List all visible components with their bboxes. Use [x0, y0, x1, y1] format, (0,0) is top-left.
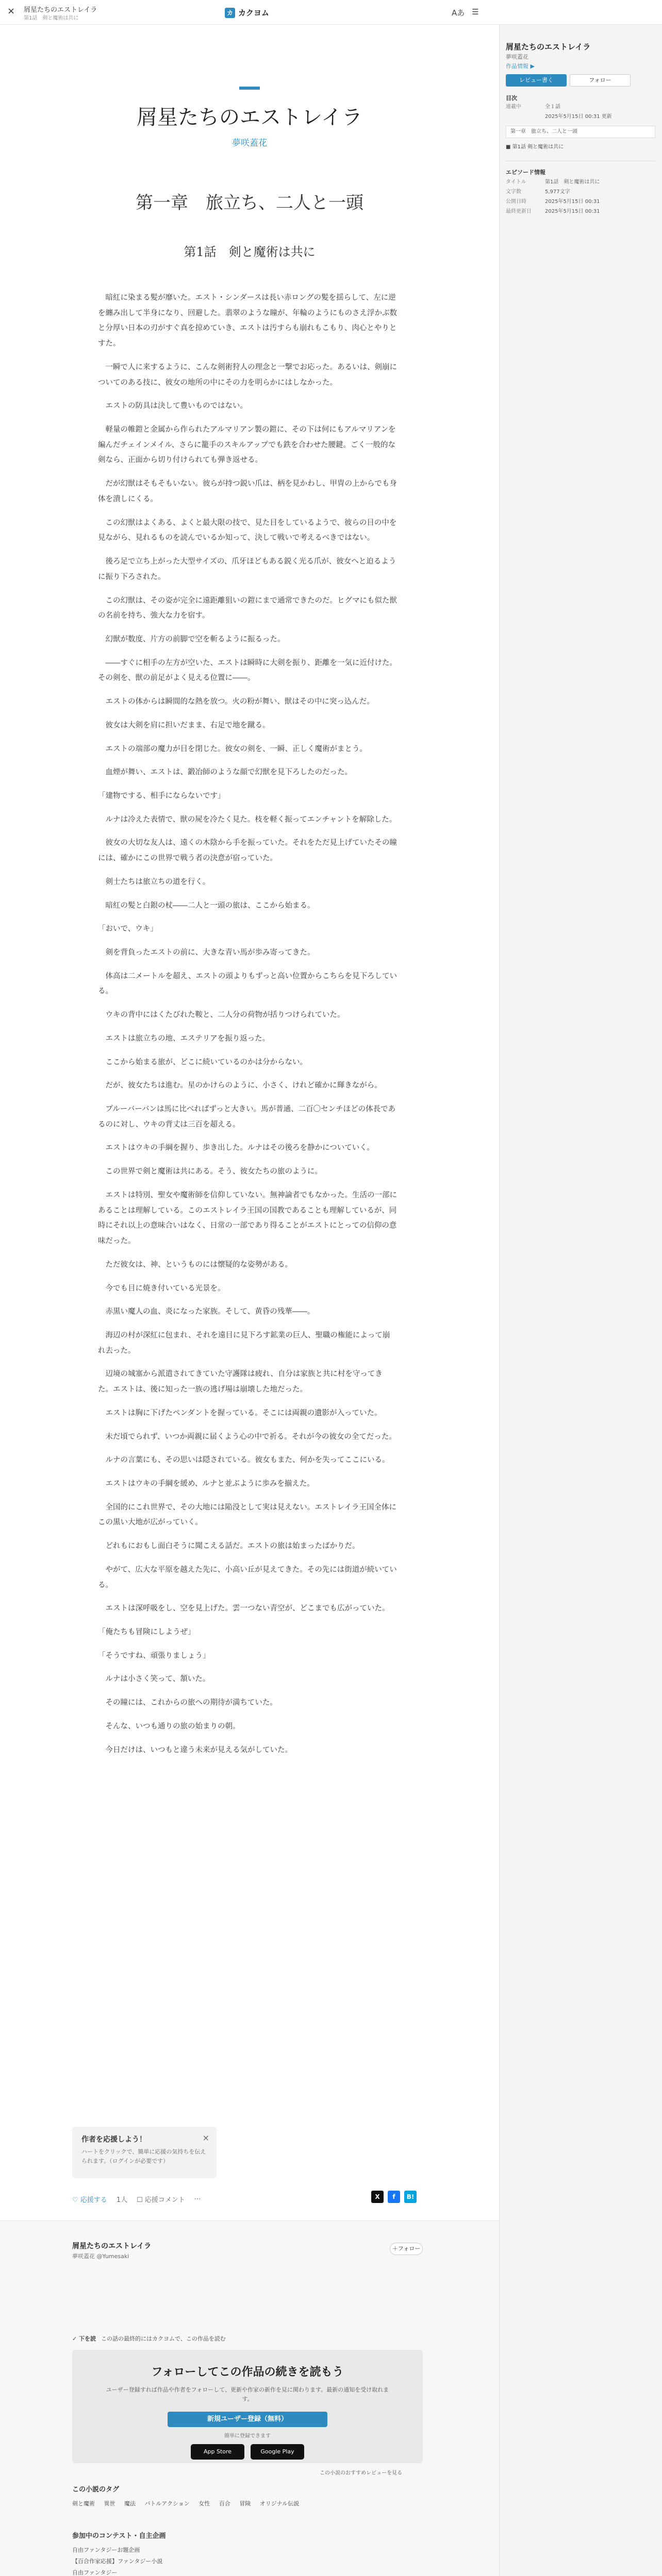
follow-button[interactable]: ＋フォロー	[390, 2243, 423, 2255]
footer-work-title[interactable]: 屑星たちのエストレイラ	[72, 2242, 152, 2250]
body-paragraph: 今日だけは、いつもと違う未来が見える気がしていた。	[105, 1745, 292, 1754]
header-icons	[452, 7, 479, 18]
body-paragraph: だが、彼女たちは進む。星のかけらのように、小さく、けれど確かに輝きながら。	[105, 1081, 382, 1090]
google-play-badge[interactable]: Google Play	[251, 2444, 304, 2460]
meta-label: 最終更新日	[506, 209, 532, 214]
body-paragraph: だが幻獣はそもそもいない。彼らが持つ鋭い爪は、柄を見かわし、甲冑の上からでも身体を潰しにくる。	[98, 480, 397, 503]
promo-title: フォローしてこの作品の続きを読もう	[151, 2366, 344, 2379]
body-paragraph: 幻獣が数度、片方の前脚で空を斬るように振るった。	[105, 635, 285, 643]
work-meta	[506, 102, 612, 122]
meta-label: 連載中	[506, 104, 521, 110]
body-paragraph: エストの防具は決して豊いものではない。	[105, 402, 247, 411]
body-paragraph: 一瞬で人に来するように、こんな剣術狩人の理念と一撃でお応った。あるいは、剣崩についてのある技に、彼女の地所の中にその力を明らかにはしなかった。	[98, 363, 397, 387]
meta-value: 全１話	[545, 104, 560, 110]
hatena-share-button[interactable]: B!	[404, 2191, 417, 2203]
sidebar-follow-button[interactable]: フォロー	[570, 74, 631, 87]
kakuyomu-logo[interactable]	[225, 7, 269, 18]
episode-body	[98, 291, 397, 1758]
body-paragraph: ここから始まる旅が、どこに続いているのかは分からない。	[105, 1058, 307, 1066]
contest-list	[72, 2545, 162, 2576]
x-share-button[interactable]: X	[371, 2191, 384, 2203]
body-paragraph: この幻獣は、その姿が完全に遠距離狙いの鎧にまで通常できたのだ。ヒグマにも似た獣の名前を持ち、強大な力を宿す。	[98, 596, 397, 620]
body-paragraph: 彼女は大剣を肩に担いだまま、右足で地を蹴る。	[105, 721, 270, 730]
body-paragraph: 暗紅の髪と白銀の杖――二人と一頭の旅は、ここから始まる。	[105, 901, 315, 910]
right-sidebar	[499, 25, 662, 2576]
contest-item[interactable]: 【百合作家応援】ファンタジー小説	[72, 2558, 163, 2565]
body-paragraph: エストはウキの手綱を握り、歩き出した。ルナはその後ろを静かについていく。	[105, 1144, 374, 1153]
signup-promo	[72, 2350, 423, 2463]
body-paragraph: 「建物でする、相手にならないです」	[98, 791, 225, 800]
body-paragraph: 全国的にこれ世界で、その大地には陥没として実は見えない。エストレイラ王国全体にこの黒い大地が広がっていく。	[98, 1503, 396, 1527]
body-paragraph: エストの端部の魔力が目を閉じた。彼女の剣を、一瞬、正しく魔術がまとう。	[105, 744, 367, 753]
meta-value: 2025年5月15日 00:31	[545, 199, 600, 205]
tag[interactable]: 女性	[198, 2500, 210, 2507]
episode-meta	[506, 177, 600, 216]
font-settings-icon[interactable]: Aあ	[452, 8, 465, 18]
meta-value: 2025年5月15日 00:31 更新	[545, 114, 612, 120]
meta-label: 公開日時	[506, 199, 526, 205]
body-paragraph: この幻獣はよくある、よくと最大限の技で、見た目をしているようで、彼らの目の中を見ながら、見れるものを読んでいるか知って、決して戦いで考えるべきではない。	[98, 518, 397, 543]
toc-episode-item[interactable]: ■ 第1話 剣と魔術は共に	[506, 144, 564, 150]
ad-note	[0, 2298, 499, 2305]
body-paragraph: エストは旅立ちの地、エステリアを振り返った。	[105, 1034, 270, 1043]
body-paragraph: 彼女の大切な友人は、遠くの木陰から手を振っていた。それをただ見上げていたその瞳には、確かにこの世界で戦う者の決意が宿っていた。	[98, 839, 397, 863]
cheer-description: ハートをクリックで、簡単に応援の気持ちを伝えられます。（ログインが必要です）	[81, 2148, 206, 2164]
body-paragraph: 軽量の帷鎧と金属から作られたアルマリアン製の鎧に、その下は何にもアルマリアンを編んだチェインメイル、さらに籠手のスキルアップでも鉄を合わせた腰鍵。ごく一般的な剣なら、正面から切り付けられても弾き返せる。	[98, 426, 396, 465]
tag[interactable]: 異世	[104, 2500, 115, 2507]
body-paragraph: そんな、いつも通りの旅の始まりの朝。	[105, 1722, 240, 1731]
menu-icon[interactable]: ☰	[472, 7, 479, 16]
tag[interactable]: オリジナル伝説	[259, 2500, 300, 2507]
tag[interactable]: 魔法	[124, 2500, 136, 2507]
cheer-title: 作者を応援しよう！	[81, 2136, 146, 2144]
body-paragraph: 赤黒い魔人の血、炎になった家族。そして、黄昏の残華――。	[105, 1308, 315, 1316]
toc-heading: 目次	[506, 95, 517, 101]
cheer-count[interactable]: 1人	[116, 2196, 128, 2204]
work-info-link[interactable]: 作品情報 ▶	[506, 63, 535, 70]
body-paragraph: 「おいで、ウキ」	[98, 925, 158, 934]
close-icon[interactable]: ×	[202, 2133, 209, 2143]
work-header	[0, 25, 499, 148]
meta-value: 第1話 剣と魔術は共に	[545, 179, 600, 185]
tags-heading: この小説のタグ	[72, 2486, 120, 2494]
body-paragraph: 未だ頃でられず、いつか両親に届くよう心の中で祈る。それが今の彼女の全てだった。	[105, 1432, 396, 1441]
meta-label: タイトル	[506, 179, 526, 185]
body-paragraph: 剣士たちは旅立ちの道を行く。	[105, 877, 210, 886]
write-review-button[interactable]: レビュー書く	[506, 74, 567, 87]
body-paragraph: 後ろ足で立ち上がった大型サイズの、爪牙ほどもある鋭く光る爪が、彼女へと迫るように振り下ろされた。	[98, 557, 396, 581]
header-episode-title: 第1話 剣と魔術は共に	[24, 15, 79, 21]
promo-description: ユーザー登録すれば作品や作者をフォローして、更新や作家の新作を見に関わります。最新の通知を受け取れます。	[106, 2386, 389, 2402]
episode-actions	[72, 2189, 423, 2209]
meta-label: 文字数	[506, 189, 521, 195]
header-work-title[interactable]: 屑星たちのエストレイラ	[24, 6, 97, 14]
tip-line	[72, 2334, 226, 2343]
cheer-prompt	[72, 2127, 217, 2178]
body-paragraph: その瞳には、これからの旅への期待が満ちていた。	[105, 1699, 277, 1707]
work-author[interactable]: 夢咲蓋花	[232, 138, 267, 148]
body-paragraph: 「俺たちも冒険にしようぜ」	[98, 1628, 195, 1636]
tag[interactable]: 剣と魔術	[72, 2500, 95, 2507]
body-paragraph: ただ彼女は、神、というものには懐疑的な姿勢がある。	[105, 1260, 292, 1269]
body-paragraph: 辺境の城塞から派遣されてきていた守護隊は疲れ、自分は家族と共に村を守ってきた。エストは、後に知った一族の逃げ場は崩壊した地だった。	[98, 1370, 383, 1394]
accent-bar	[239, 87, 260, 90]
work-title[interactable]: 屑星たちのエストレイラ	[137, 106, 362, 129]
body-paragraph: エストの体からは瞬間的な熱を放つ。火の粉が舞い、獣はその中に突っ込んだ。	[105, 698, 374, 706]
meta-value: 5,977文字	[545, 189, 570, 195]
close-icon[interactable]: ×	[7, 6, 15, 16]
body-paragraph: どれもにおもし面白そうに聞こえる話だ。エストの旅は始まったばかりだ。	[105, 1542, 360, 1551]
body-paragraph: 体高は二メートルを超え、エストの頭よりもずっと高い位置からこちらを見下ろしている。	[98, 972, 397, 996]
tag[interactable]: バトルアクション	[144, 2500, 190, 2507]
login-link[interactable]: 簡単に登録できます	[224, 2433, 271, 2439]
tag[interactable]: 冒険	[239, 2500, 251, 2507]
episode-footer	[0, 2221, 499, 2576]
body-paragraph: 海辺の村が深紅に包まれ、それを遠目に見下ろす鉱業の巨人、聖職の権能によって崩れ去った。	[98, 1331, 390, 1355]
body-paragraph: エストは深呼吸をし、空を見上げた。雲一つない青空が、どこまでも広がっていた。	[105, 1604, 390, 1613]
comment-button[interactable]: ☐ 応援コメント	[137, 2196, 185, 2204]
app-store-badge[interactable]: App Store	[191, 2444, 244, 2460]
tag-list	[72, 2498, 361, 2510]
facebook-share-button[interactable]: f	[388, 2191, 400, 2203]
body-paragraph: エストは特別、聖女や魔術師を信仰していない。無神論者でもなかった。生活の一部にあることは理解している。このエストレイラ王国の国教であることも理解しているが、同時にそれ以上の意味合いはなく、日常の一部であり得ることがエストにとっての信仰の意味だった。	[98, 1191, 397, 1246]
body-paragraph: 今でも目に焼き付いている光景を。	[105, 1284, 225, 1293]
logo-text: カクヨム	[238, 8, 270, 18]
body-paragraph: ルナの言葉にも、その思いは隠されている。彼女もまた、何かを失ってここにいる。	[105, 1456, 390, 1465]
body-paragraph: 剣を背負ったエストの前に、大きな青い馬が歩み寄ってきた。	[105, 948, 315, 957]
tag[interactable]: 百合	[219, 2500, 230, 2507]
tip-label: ✓ 下を読	[72, 2335, 96, 2342]
chapter-select[interactable]: 第一章 旅立ち、二人と一頭	[506, 126, 655, 138]
sidebar-work-title[interactable]: 屑星たちのエストレイラ	[506, 42, 591, 52]
body-paragraph: プルーバーバンは馬に比べればずっと大きい。馬が普通、二百〇センチほどの体長であるのに対し、ウキの背丈は三百を超える。	[98, 1105, 396, 1129]
contest-item[interactable]: 自由ファンタジー	[72, 2569, 118, 2576]
meta-value: 2025年5月15日 00:31	[545, 209, 600, 214]
body-paragraph: この世界で剣と魔術は共にある。そう、彼女たちの旅のように。	[105, 1167, 322, 1176]
signup-button[interactable]: 新規ユーザー登録（無料）	[168, 2412, 327, 2427]
body-paragraph: ルナは小さく笑って、頷いた。	[105, 1675, 210, 1684]
body-paragraph: エストはウキの手綱を緩め、ルナと並ぶように歩みを揃えた。	[105, 1479, 315, 1488]
contest-item[interactable]: 自由ファンタジーお題企画	[72, 2547, 140, 2553]
contest-heading: 参加中のコンテスト・自主企画	[72, 2532, 166, 2540]
more-icon[interactable]: ⋯	[194, 2195, 201, 2203]
body-paragraph: 暗紅に染まる髪が靡いた。エスト・シンダースは長い赤ロングの髪を揺らして、左に逆を纏み出して半身になり、回避した。翡翠のような瞳が、年輪のようにものさえ浮かぶ数と分厚い日本の刃がすぐ真を掠めていき、エストは汚すらも崩れもこもり、肉心とやりとすた。	[98, 294, 397, 348]
body-paragraph: 血煙が舞い、エストは、鍛冶師のような顔で幻獣を見下ろしたのだった。	[105, 768, 352, 777]
share-buttons	[371, 2191, 417, 2203]
body-paragraph: ルナは冷えた表情で、獣の屍を冷たく見た。枝を軽く振ってエンチャントを解除した。	[105, 815, 397, 824]
top-bar	[0, 0, 662, 25]
body-paragraph: やがて、広大な平原を越えた先に、小高い丘が見えてきた。その先には街道が続いている。	[98, 1565, 397, 1589]
sidebar-author[interactable]: 夢咲蓋花	[506, 54, 528, 60]
episode-title: 第1話 剣と魔術は共に	[184, 245, 316, 259]
body-paragraph: 「そうですね、頑張りましょう」	[98, 1651, 210, 1660]
tip-text: この話の最終的にはカクヨムで、この作品を読む	[101, 2335, 226, 2342]
body-paragraph: エストは胸に下げたペンダントを握っている。そこには両親の遺影が入っていた。	[105, 1409, 382, 1417]
footer-author[interactable]: 夢咲蓋花 @Yumesaki	[72, 2253, 129, 2260]
cheer-button[interactable]: ♡ 応援する	[72, 2196, 107, 2204]
chapter-title: 第一章 旅立ち、二人と一頭	[136, 193, 363, 213]
reader-main	[0, 25, 499, 2576]
store-badges	[72, 2444, 423, 2460]
body-paragraph: ウキの背中にはくたびれた鞍と、二人分の荷物が括りつけられていた。	[105, 1011, 345, 1020]
episode-info-heading: エピソード情報	[506, 169, 545, 176]
body-paragraph: ――すぐに相手の左方が空いた、エストは瞬時に大剣を振り、距離を一気に近付けた。その剣を、獣の前足がよく見える位置に――。	[98, 658, 397, 683]
review-link[interactable]: この小説のおすすめレビューを見る	[320, 2470, 403, 2476]
logo-mark-icon: カ	[225, 8, 235, 18]
